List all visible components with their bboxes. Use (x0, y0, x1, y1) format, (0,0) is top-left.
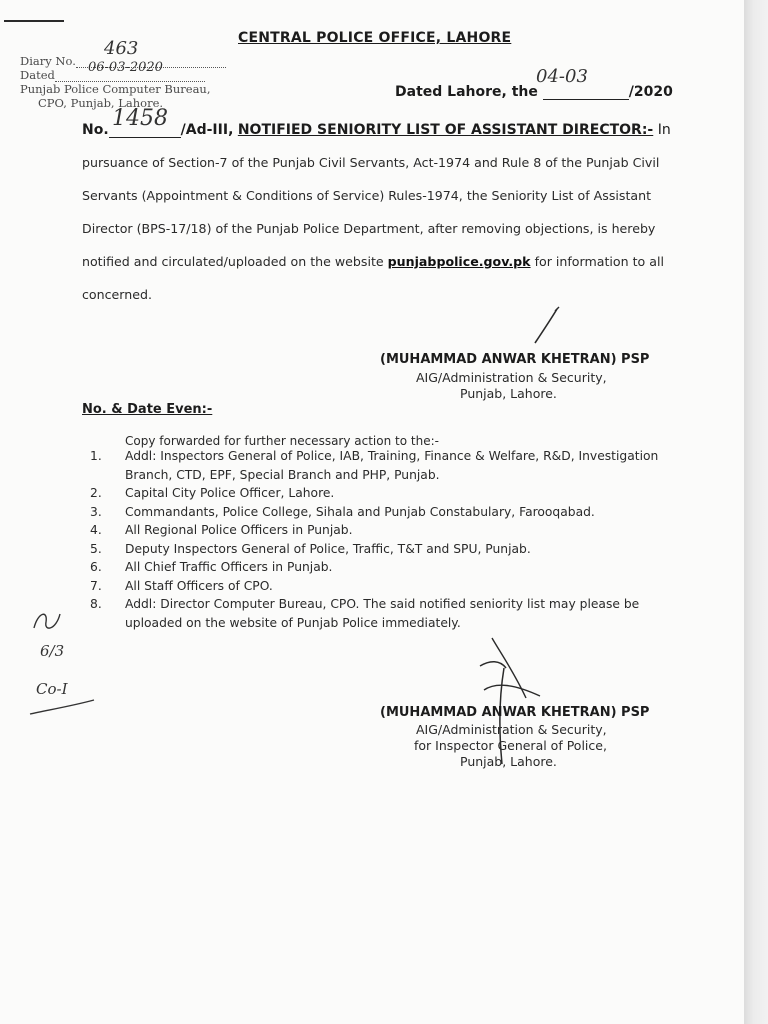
body-line-4 (82, 245, 668, 278)
signature-2-designation: AIG/Administration & Security, (416, 722, 607, 737)
handwritten-date: 04-03 (536, 66, 588, 87)
top-rule (4, 20, 64, 22)
no-date-even-heading: No. & Date Even:- (82, 402, 213, 417)
list-item (82, 540, 672, 559)
list-item-number: 8. (90, 597, 102, 611)
reference-branch: /Ad-III, (180, 122, 234, 138)
margin-note-code: Co-I (36, 680, 68, 698)
list-item (82, 484, 672, 503)
signature-1-name: (MUHAMMAD ANWAR KHETRAN) PSP (380, 352, 650, 367)
signature-2-place: Punjab, Lahore. (460, 754, 557, 769)
list-item-text: Commandants, Police College, Sihala and Punjab Constabulary, Farooqabad. (125, 504, 595, 519)
date-blank (543, 85, 629, 100)
reference-line (82, 122, 671, 138)
margin-underline-stroke (28, 696, 98, 720)
signature-1-designation: AIG/Administration & Security, (416, 370, 607, 385)
body-line-4-end: for information to all (534, 254, 664, 269)
list-item-number: 4. (90, 523, 102, 537)
stamp-dated-label: Dated (20, 68, 55, 82)
office-heading: CENTRAL POLICE OFFICE, LAHORE (238, 30, 512, 46)
bureau-location: CPO, Punjab, Lahore. (38, 96, 164, 110)
body-line-2: Servants (Appointment & Conditions of Service) Rules-1974, the Seniority List of Assistant (82, 188, 652, 203)
margin-note-date: 6/3 (40, 642, 65, 660)
list-item (82, 577, 672, 596)
distribution-list (82, 447, 672, 632)
list-item (82, 447, 672, 484)
diary-label: Diary No. (20, 54, 76, 68)
handwritten-reference-number: 1458 (112, 106, 168, 131)
dated-year: /2020 (628, 84, 673, 100)
list-item-text: Addl: Inspectors General of Police, IAB, Training, Finance & Welfare, R&D, Investigation Branch, CTD, EPF, Special Branch and PHP, Punjab. (125, 449, 659, 482)
list-item-number: 5. (90, 541, 102, 556)
signature-2-name: (MUHAMMAD ANWAR KHETRAN) PSP (380, 705, 650, 720)
list-item-number: 7. (90, 578, 102, 593)
reference-tail: In (657, 122, 671, 138)
list-item-text: Addl: Director Computer Bureau, CPO. The said notified seniority list may please be uploaded on the website of Punjab Police immediately. (125, 597, 640, 630)
list-item (82, 503, 672, 522)
list-item (82, 521, 672, 540)
list-item (82, 558, 672, 577)
list-item-text: Deputy Inspectors General of Police, Traffic, T&T and SPU, Punjab. (125, 541, 531, 556)
reference-subject: NOTIFIED SENIORITY LIST OF ASSISTANT DIRECTOR:- (237, 122, 654, 138)
list-item-number: 6. (90, 560, 102, 574)
list-item (82, 595, 672, 632)
notification-body (82, 146, 668, 311)
body-line-1: pursuance of Section-7 of the Punjab Civil Servants, Act-1974 and Rule 8 of the Punjab Civil (82, 155, 660, 170)
signature-2-for-line: for Inspector General of Police, (414, 738, 607, 753)
list-item-text: All Staff Officers of CPO. (125, 578, 273, 593)
list-item-number: 2. (90, 486, 102, 500)
copy-forwarded-intro: Copy forwarded for further necessary action to the:- (125, 434, 439, 448)
website-link[interactable]: punjabpolice.gov.pk (387, 254, 531, 269)
margin-initial-scribble (30, 606, 70, 636)
signature-1-mark (525, 305, 565, 345)
body-line-5: concerned. (82, 287, 152, 302)
handwritten-diary-number: 463 (104, 38, 139, 59)
handwritten-diary-date: 06-03-2020 (88, 60, 163, 75)
reference-no-label: No. (82, 122, 109, 138)
dated-line (395, 84, 673, 100)
body-line-4-start: notified and circulated/uploaded on the website (82, 254, 384, 269)
list-item-number: 1. (90, 449, 102, 463)
list-item-text: All Regional Police Officers in Punjab. (125, 523, 353, 537)
page-edge-shadow (744, 0, 768, 1024)
signature-1-place: Punjab, Lahore. (460, 386, 557, 401)
list-item-number: 3. (90, 504, 102, 519)
list-item-text: All Chief Traffic Officers in Punjab. (125, 560, 333, 574)
body-line-3: Director (BPS-17/18) of the Punjab Police Department, after removing objections, is hereby (82, 221, 656, 236)
list-item-text: Capital City Police Officer, Lahore. (125, 486, 335, 500)
bureau-line: Punjab Police Computer Bureau, (20, 82, 211, 96)
dated-prefix: Dated Lahore, the (395, 84, 538, 100)
